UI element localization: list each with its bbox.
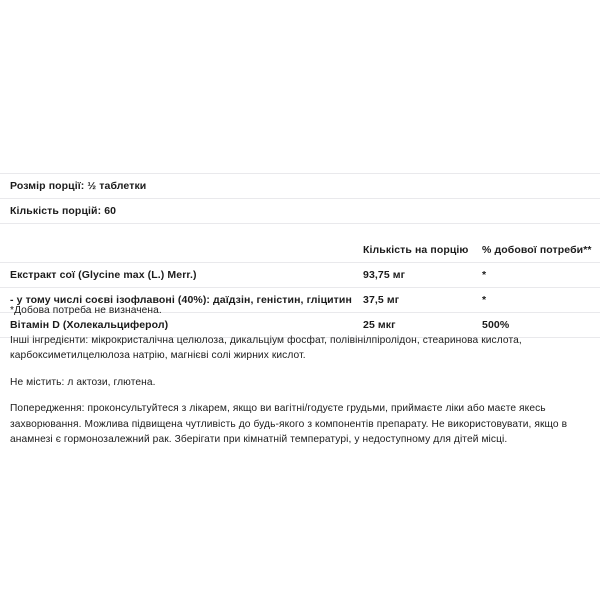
daily-value-footnote: *Добова потреба не визначена. [10, 305, 162, 316]
table-header-row [0, 238, 600, 263]
other-ingredients-text: Інші інгредієнти: мікрокристалічна целюлоза, дикальціум фосфат, полівінілпіролідон, стеаринова кислота, карбоксиметилцелюлоза натрію, магнієві солі жирних кислот. [10, 334, 522, 361]
nutrient-daily-value: 500% [482, 313, 600, 338]
nutrient-amount: 93,75 мг [363, 263, 482, 288]
header-amount-per-serving: Кількість на порцію [363, 238, 482, 263]
warning-text: Попередження: проконсультуйтеся з лікарем, якщо ви вагітні/годуєте грудьми, приймаєте ліки або маєте якесь захворювання. Можлива підвищена чутливість до будь-якого з компонентів препарату. Не використовувати, якщо в анамнезі є гормонозалежний рак. Зберігати при кімнатній температурі, у недоступному для дітей місці. [10, 403, 568, 445]
nutrient-daily-value: * [482, 288, 600, 313]
nutrient-daily-value: * [482, 263, 600, 288]
servings-per-container-row: Кількість порцій: 60 [10, 205, 117, 217]
nutrient-name: Вітамін D (Холекальциферол) [0, 313, 363, 338]
free-from-text: Не містить: л актози, глютена. [10, 376, 156, 388]
nutrient-amount: 37,5 мг [363, 288, 482, 313]
header-nutrient-name [0, 238, 363, 263]
table-row [0, 263, 600, 288]
nutrient-name: Екстракт сої (Glycine max (L.) Merr.) [0, 263, 363, 288]
table-header [0, 238, 600, 263]
nutrient-amount: 25 мкг [363, 313, 482, 338]
header-daily-value: % добової потреби** [482, 238, 600, 263]
nutrient-name: - у тому числі соєві ізофлавоні (40%): даїдзін, геністин, гліцитин [0, 288, 363, 313]
serving-size-row: Розмір порції: ½ таблетки [10, 180, 147, 192]
notes-section [0, 303, 600, 448]
panel-spacer [0, 224, 600, 238]
